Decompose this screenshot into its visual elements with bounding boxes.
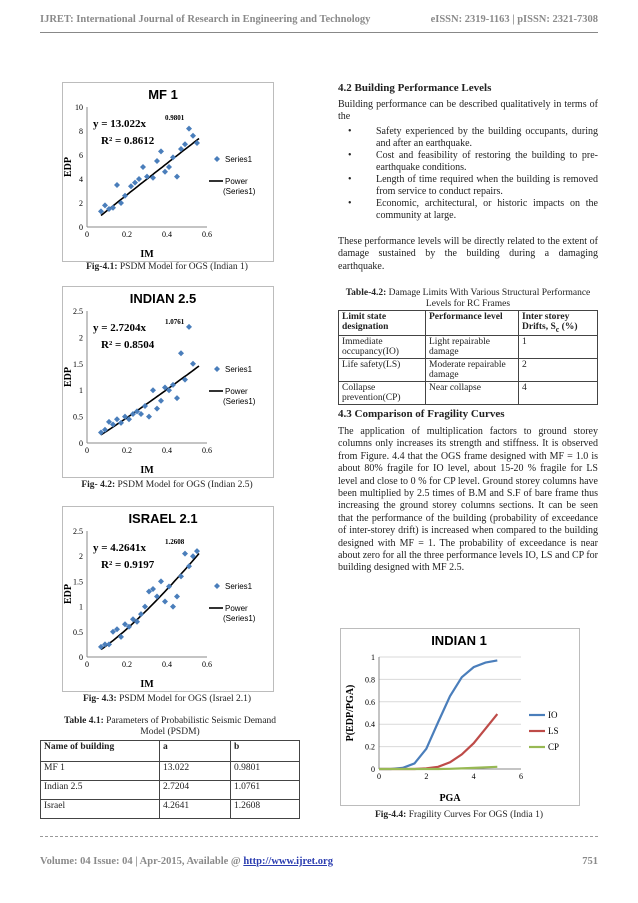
data-point bbox=[150, 387, 156, 393]
y-tick-label: 0 bbox=[79, 653, 83, 662]
data-point bbox=[174, 395, 180, 401]
data-point bbox=[114, 182, 120, 188]
list-item: • Safety experienced by the building occupants, during and after an earthquake. bbox=[338, 126, 598, 150]
x-tick-label: 4 bbox=[471, 772, 476, 781]
data-point bbox=[154, 158, 160, 164]
figure-4-1-caption bbox=[40, 262, 294, 272]
x-tick-label: 0.6 bbox=[202, 230, 212, 239]
data-point bbox=[190, 361, 196, 367]
list-item: • Cost and feasibility of restoring the building to pre-earthquake conditions. bbox=[338, 150, 598, 174]
col-header: Performance level bbox=[426, 311, 519, 336]
legend-label: Series1 bbox=[225, 582, 253, 591]
y-axis-label: EDP bbox=[63, 157, 74, 177]
legend-label: Series1 bbox=[225, 155, 253, 164]
volume-info bbox=[40, 856, 333, 867]
col-header: b bbox=[231, 741, 300, 762]
table-row bbox=[339, 335, 598, 358]
y-tick-label: 2 bbox=[79, 333, 83, 343]
cell: Light repairable damage bbox=[426, 335, 519, 358]
drift-unit: (%) bbox=[559, 322, 578, 332]
x-axis-label: PGA bbox=[439, 793, 461, 804]
psdm-scatter-israel bbox=[63, 507, 273, 691]
data-point bbox=[102, 202, 108, 208]
cell: 4.2641 bbox=[160, 800, 231, 819]
drift-subscript: c bbox=[555, 324, 560, 334]
caption-label: Table 4.1: bbox=[63, 716, 104, 726]
y-tick-label: 1.5 bbox=[73, 577, 83, 587]
x-axis-label: IM bbox=[140, 249, 154, 260]
cell: Moderate repairable damage bbox=[426, 358, 519, 381]
header-rule bbox=[40, 32, 598, 33]
y-tick-label: 0.6 bbox=[365, 697, 375, 707]
journal-link[interactable]: http://www.ijret.org bbox=[243, 856, 333, 867]
col-header: Name of building bbox=[41, 741, 160, 762]
data-point bbox=[186, 126, 192, 132]
legend-label: (Series1) bbox=[223, 397, 256, 406]
x-tick-label: 0 bbox=[85, 446, 89, 455]
y-tick-label: 0.4 bbox=[365, 720, 375, 730]
cell: 1.0761 bbox=[231, 781, 300, 800]
legend-label: Series1 bbox=[225, 365, 253, 374]
y-tick-label: 2 bbox=[79, 199, 83, 208]
section-4-3-paragraph: The application of multiplication factors to ground storey columns only increases its strength and stiffness. It is observed from Figure. 4.4 that the OGS frame designed with MF = 1.0 is about 80% fragile for IO level, about 15-20 % fragile for LS level and close to 0 % for CP level. Ground storey columns have been multiplied by 2.5 times of B.M and S.F of bare frame thus increasing the ground storey columns sections. It can be seen that the performance of the building (probability of exceedance of inter-storey drift) is increased when compared to the building designed with MF = 1. The probability of exceedance is near about zero for all the three performance levels IO, LS and CP for building designed with MF 2.5. bbox=[338, 426, 598, 574]
x-tick-label: 0.2 bbox=[122, 660, 132, 669]
data-point bbox=[114, 416, 120, 422]
cell: MF 1 bbox=[41, 762, 160, 781]
data-point bbox=[186, 324, 192, 330]
y-tick-label: 1 bbox=[79, 602, 83, 612]
legend-marker bbox=[214, 156, 220, 162]
table-row bbox=[339, 381, 598, 404]
figure-4-4-chart bbox=[340, 628, 580, 806]
data-point bbox=[178, 573, 184, 579]
fit-exponent: 1.0761 bbox=[165, 318, 185, 326]
data-point bbox=[142, 604, 148, 610]
chart-title: ISRAEL 2.1 bbox=[128, 511, 198, 526]
data-point bbox=[138, 611, 144, 617]
caption-label: Fig- 4.3: bbox=[82, 694, 117, 704]
x-tick-label: 0.6 bbox=[202, 446, 212, 455]
legend-label: (Series1) bbox=[223, 614, 256, 623]
caption-label: Fig-4.1: bbox=[86, 262, 118, 272]
footer-rule bbox=[40, 836, 598, 837]
caption-label: Fig-4.4: bbox=[374, 810, 407, 820]
data-point bbox=[170, 604, 176, 610]
section-4-2-paragraph: These performance levels will be directly related to the extent of damage sustained by the building during a damaging earthquake. bbox=[338, 236, 598, 272]
table-header-row bbox=[41, 741, 300, 762]
col-header: Limit state designation bbox=[339, 311, 426, 336]
y-tick-label: 6 bbox=[79, 151, 83, 160]
x-tick-label: 6 bbox=[519, 772, 523, 781]
x-tick-label: 0 bbox=[85, 230, 89, 239]
fit-exponent: 1.2608 bbox=[165, 538, 185, 546]
cell: 1 bbox=[519, 335, 598, 358]
chart-title: INDIAN 2.5 bbox=[129, 291, 197, 306]
y-tick-label: 0.2 bbox=[365, 742, 375, 752]
data-point bbox=[146, 414, 152, 420]
y-tick-label: 10 bbox=[75, 103, 83, 112]
data-point bbox=[190, 133, 196, 139]
data-point bbox=[182, 141, 188, 147]
x-tick-label: 0.6 bbox=[202, 660, 212, 669]
y-tick-label: 2 bbox=[79, 552, 83, 562]
table-4-1 bbox=[40, 740, 300, 819]
fit-equation: y = 13.022x bbox=[93, 118, 147, 130]
cell: 2 bbox=[519, 358, 598, 381]
data-point bbox=[194, 548, 200, 554]
data-point bbox=[144, 174, 150, 180]
drift-label: Inter storey Drifts, S bbox=[522, 312, 570, 332]
list-item: • Economic, architectural, or historic impacts on the community at large. bbox=[338, 198, 598, 222]
table-row bbox=[41, 800, 300, 819]
table-row bbox=[339, 358, 598, 381]
cell: 4 bbox=[519, 381, 598, 404]
section-4-2-heading: 4.2 Building Performance Levels bbox=[338, 82, 492, 94]
journal-title: IJRET: International Journal of Research in Engineering and Technology bbox=[40, 14, 371, 25]
data-point bbox=[154, 406, 160, 412]
fit-equation: y = 2.7204x bbox=[93, 322, 147, 334]
col-header bbox=[519, 311, 598, 336]
power-fit-line bbox=[101, 139, 199, 216]
y-tick-label: 0 bbox=[79, 223, 83, 232]
col-header: a bbox=[160, 741, 231, 762]
legend-label: CP bbox=[548, 742, 560, 752]
table-4-2-caption bbox=[344, 288, 592, 310]
data-point bbox=[158, 578, 164, 584]
y-tick-label: 4 bbox=[79, 175, 83, 184]
r-squared: R² = 0.8504 bbox=[101, 339, 155, 351]
y-axis-label: EDP bbox=[63, 584, 74, 604]
data-point bbox=[128, 183, 134, 189]
x-axis-label: IM bbox=[140, 465, 154, 476]
table-4-1-caption bbox=[52, 716, 288, 738]
legend-label: Power bbox=[225, 387, 248, 396]
y-tick-label: 0.5 bbox=[73, 627, 83, 637]
table-row bbox=[41, 762, 300, 781]
section-4-3-heading: 4.3 Comparison of Fragility Curves bbox=[338, 408, 505, 420]
data-point bbox=[158, 148, 164, 154]
y-axis-label: P(EDP/PGA) bbox=[345, 684, 356, 742]
issn: eISSN: 2319-1163 | pISSN: 2321-7308 bbox=[430, 14, 598, 25]
data-point bbox=[166, 164, 172, 170]
fit-equation: y = 4.2641x bbox=[93, 542, 147, 554]
list-item: • Length of time required when the building is removed from service to conduct repairs. bbox=[338, 174, 598, 198]
legend-marker bbox=[214, 583, 220, 589]
data-point bbox=[140, 164, 146, 170]
caption-text: PSDM Model for OGS (Indian 1) bbox=[117, 262, 248, 272]
data-point bbox=[162, 169, 168, 175]
performance-criteria-list bbox=[338, 126, 598, 222]
page-number: 751 bbox=[582, 856, 598, 867]
caption-text: Damage Limits With Various Structural Performance Levels for RC Frames bbox=[386, 288, 591, 309]
caption-text: Fragility Curves For OGS (India 1) bbox=[406, 810, 544, 820]
legend-label: LS bbox=[548, 726, 559, 736]
data-point bbox=[136, 176, 142, 182]
r-squared: R² = 0.9197 bbox=[101, 559, 155, 571]
cell: Near collapse bbox=[426, 381, 519, 404]
x-tick-label: 0.2 bbox=[122, 230, 132, 239]
table-row bbox=[41, 781, 300, 800]
y-tick-label: 0 bbox=[79, 439, 83, 448]
figure-4-3-caption bbox=[40, 694, 294, 704]
y-tick-label: 1 bbox=[79, 386, 83, 396]
cell: Immediate occupancy(IO) bbox=[339, 335, 426, 358]
x-tick-label: 0.4 bbox=[162, 230, 172, 239]
x-tick-label: 0 bbox=[377, 772, 381, 781]
psdm-scatter-indian25 bbox=[63, 287, 273, 477]
x-tick-label: 0.2 bbox=[122, 446, 132, 455]
y-tick-label: 0 bbox=[371, 765, 375, 774]
data-point bbox=[174, 594, 180, 600]
x-tick-label: 2 bbox=[424, 772, 429, 781]
psdm-scatter-mf1 bbox=[63, 83, 273, 261]
volume-text: Volume: 04 Issue: 04 | Apr-2015, Available @ bbox=[40, 856, 244, 867]
data-point bbox=[182, 551, 188, 557]
chart-title: MF 1 bbox=[148, 87, 178, 102]
y-axis-label: EDP bbox=[63, 367, 74, 387]
caption-label: Table-4.2: bbox=[345, 288, 387, 298]
x-tick-label: 0.4 bbox=[162, 446, 172, 455]
legend-label: (Series1) bbox=[223, 187, 256, 196]
y-tick-label: 0.8 bbox=[365, 675, 375, 685]
figure-4-2-caption bbox=[40, 480, 294, 490]
figure-4-1-chart bbox=[62, 82, 274, 262]
caption-label: Fig- 4.2: bbox=[81, 480, 116, 490]
legend-label: Power bbox=[225, 177, 248, 186]
table-header-row bbox=[339, 311, 598, 336]
fragility-curves bbox=[341, 629, 579, 805]
figure-4-4-caption bbox=[340, 810, 578, 820]
data-point bbox=[174, 174, 180, 180]
y-tick-label: 2.5 bbox=[73, 527, 83, 536]
figure-4-3-chart bbox=[62, 506, 274, 692]
x-tick-label: 0.4 bbox=[162, 660, 172, 669]
y-tick-label: 2.5 bbox=[73, 307, 83, 316]
cell: Israel bbox=[41, 800, 160, 819]
running-header bbox=[40, 14, 598, 25]
caption-text: Parameters of Probabilistic Seismic Demand Model (PSDM) bbox=[103, 716, 277, 737]
legend-label: Power bbox=[225, 604, 248, 613]
cell: Indian 2.5 bbox=[41, 781, 160, 800]
caption-text: PSDM Model for OGS (Israel 2.1) bbox=[116, 694, 252, 704]
running-footer bbox=[40, 856, 598, 867]
section-4-2-intro: Building performance can be described qualitatively in terms of the bbox=[338, 99, 598, 123]
y-tick-label: 8 bbox=[79, 127, 83, 136]
cell: 1.2608 bbox=[231, 800, 300, 819]
y-tick-label: 0.5 bbox=[73, 412, 83, 422]
data-point bbox=[158, 398, 164, 404]
figure-4-2-chart bbox=[62, 286, 274, 478]
y-tick-label: 1.5 bbox=[73, 359, 83, 369]
cell: 0.9801 bbox=[231, 762, 300, 781]
cell: Life safety(LS) bbox=[339, 358, 426, 381]
legend-marker bbox=[214, 366, 220, 372]
data-point bbox=[162, 599, 168, 605]
data-point bbox=[132, 180, 138, 186]
table-4-2 bbox=[338, 310, 598, 405]
caption-text: PSDM Model for OGS (Indian 2.5) bbox=[115, 480, 253, 490]
x-tick-label: 0 bbox=[85, 660, 89, 669]
cell: Collapse prevention(CP) bbox=[339, 381, 426, 404]
fit-exponent: 0.9801 bbox=[165, 114, 185, 122]
y-tick-label: 1 bbox=[371, 653, 375, 662]
cell: 2.7204 bbox=[160, 781, 231, 800]
data-point bbox=[178, 350, 184, 356]
chart-title: INDIAN 1 bbox=[431, 633, 487, 648]
legend-label: IO bbox=[548, 710, 558, 720]
r-squared: R² = 0.8612 bbox=[101, 135, 155, 147]
series-line-io bbox=[379, 660, 497, 769]
cell: 13.022 bbox=[160, 762, 231, 781]
x-axis-label: IM bbox=[140, 679, 154, 690]
